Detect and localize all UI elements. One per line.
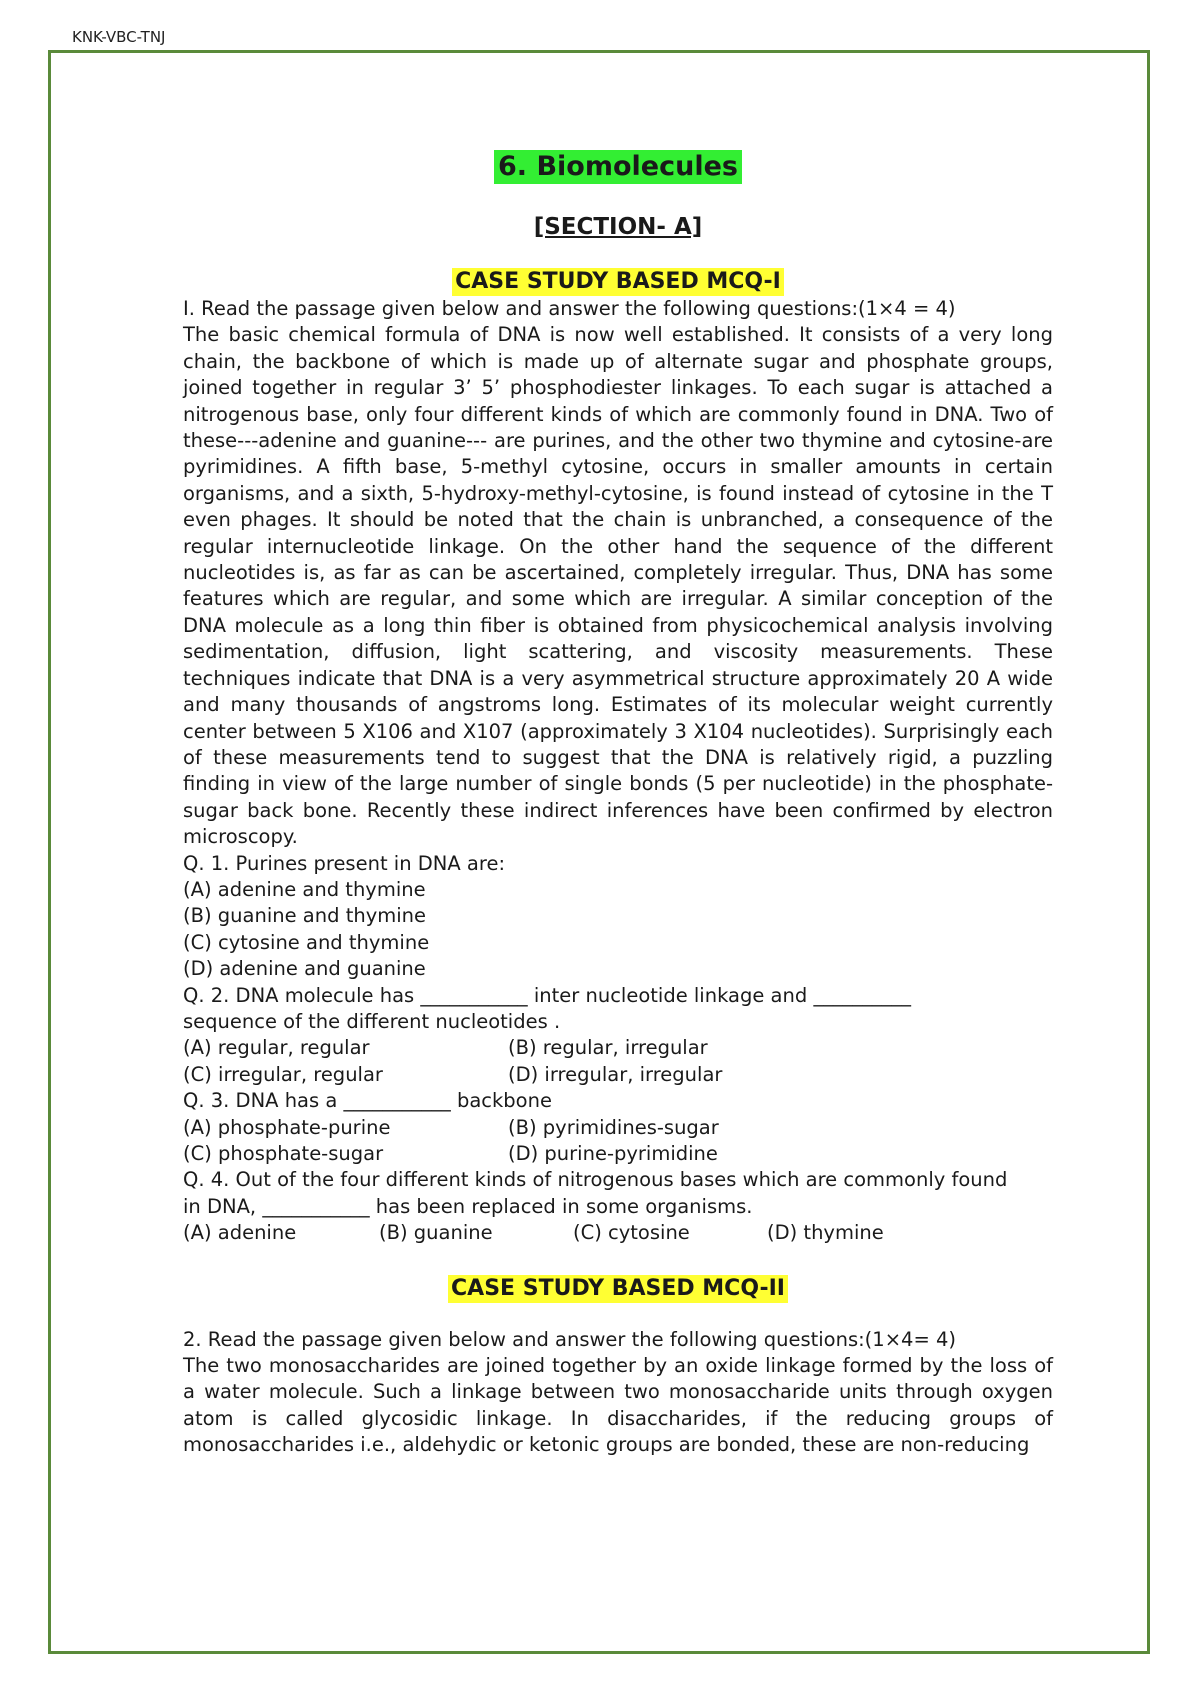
section-heading: [SECTION- A] <box>533 214 703 240</box>
question-3-option-d: (D) purine-pyrimidine <box>508 1142 718 1165</box>
question-3-text: Q. 3. DNA has a ___________ backbone <box>183 1089 552 1113</box>
document-content <box>183 150 1053 1459</box>
question-3-option-b: (B) pyrimidines-sugar <box>508 1115 719 1139</box>
question-1-text: Q. 1. Purines present in DNA are: <box>183 851 506 875</box>
question-4-option-d: (D) thymine <box>767 1221 884 1245</box>
question-1-option-c: (C) cytosine and thymine <box>183 930 430 954</box>
question-2-option-b: (B) regular, irregular <box>508 1036 708 1060</box>
case-study-2-heading: CASE STUDY BASED MCQ-II <box>448 1275 788 1303</box>
case-study-1-passage: The basic chemical formula of DNA is now well established. It consists of a very long chain, the backbone of which is made up of alternate sugar and phosphate groups, joined together in regular 3’ 5’ phosphodiester linkages. To each sugar is attached a nitrogenous base, only four different kinds of which are commonly found in DNA. Two of these---adenine and guanine--- are purines, and the other two thymine and cytosine-are pyrimidines. A fifth base, 5-methyl cytosine, occurs in smaller amounts in certain organisms, and a sixth, 5-hydroxy-methyl-cytosine, is found instead of cytosine in the T even phages. It should be noted that the chain is unbranched, a consequence of the regular internucleotide linkage. On the other hand the sequence of the different nucleotides is, as far as can be ascertained, completely irregular. Thus, DNA has some features which are regular, and some which are irregular. A similar conception of the DNA molecule as a long thin fiber is obtained from physicochemical analysis involving sedimentation, diffusion, light scattering, and viscosity measurements. These techniques indicate that DNA is a very asymmetrical structure approximately 20 A wide and many thousands of angstroms long. Estimates of its molecular weight currently center between 5 X106 and X107 (approximately 3 X104 nucleotides). Surprisingly each of these measurements tend to suggest that the DNA is relatively rigid, a puzzling finding in view of the large number of single bonds (5 per nucleotide) in the phosphate-sugar back bone. Recently these indirect inferences have been confirmed by electron microscopy. <box>183 323 1053 849</box>
question-2-text: Q. 2. DNA molecule has ___________ inter nucleotide linkage and __________ <box>183 983 911 1007</box>
question-2-option-d: (D) irregular, irregular <box>508 1062 723 1086</box>
question-1 <box>183 851 1053 983</box>
question-2-option-a: (A) regular, regular <box>183 1036 370 1060</box>
question-3 <box>183 1088 1053 1167</box>
header-tag: KNK-VBC-TNJ <box>72 28 166 46</box>
page-title: 6. Biomolecules <box>494 150 742 184</box>
question-4 <box>183 1167 1053 1246</box>
case-study-2-intro: 2. Read the passage given below and answer the following questions:(1×4= 4) <box>183 1327 956 1351</box>
question-3-option-c: (C) phosphate-sugar <box>183 1142 384 1165</box>
question-1-option-a: (A) adenine and thymine <box>183 877 426 901</box>
question-2-option-c: (C) irregular, regular <box>183 1062 383 1086</box>
question-2 <box>183 983 1053 1089</box>
question-1-option-b: (B) guanine and thymine <box>183 904 427 928</box>
case-study-1-intro: I. Read the passage given below and answer the following questions:(1×4 = 4) <box>183 297 956 320</box>
question-3-option-a: (A) phosphate-purine <box>183 1115 391 1139</box>
question-4-text: Q. 4. Out of the four different kinds of nitrogenous bases which are commonly found <box>183 1168 1008 1192</box>
question-4-option-b: (B) guanine <box>379 1221 493 1245</box>
question-4-option-c: (C) cytosine <box>573 1221 690 1245</box>
question-4-option-a: (A) adenine <box>183 1221 297 1245</box>
question-1-option-d: (D) adenine and guanine <box>183 957 426 981</box>
case-study-2-passage: The two monosaccharides are joined together by an oxide linkage formed by the loss of a water molecule. Such a linkage between two monosaccharide units through oxygen atom is called glycosidic linkage. In disaccharides, if the reducing groups of monosaccharides i.e., aldehydic or ketonic groups are bonded, these are non-reducing <box>183 1354 1053 1457</box>
case-study-1-heading: CASE STUDY BASED MCQ-I <box>452 268 784 296</box>
question-2-text-cont: sequence of the different nucleotides . <box>183 1009 561 1033</box>
question-4-text-cont: in DNA, ___________ has been replaced in some organisms. <box>183 1194 753 1218</box>
